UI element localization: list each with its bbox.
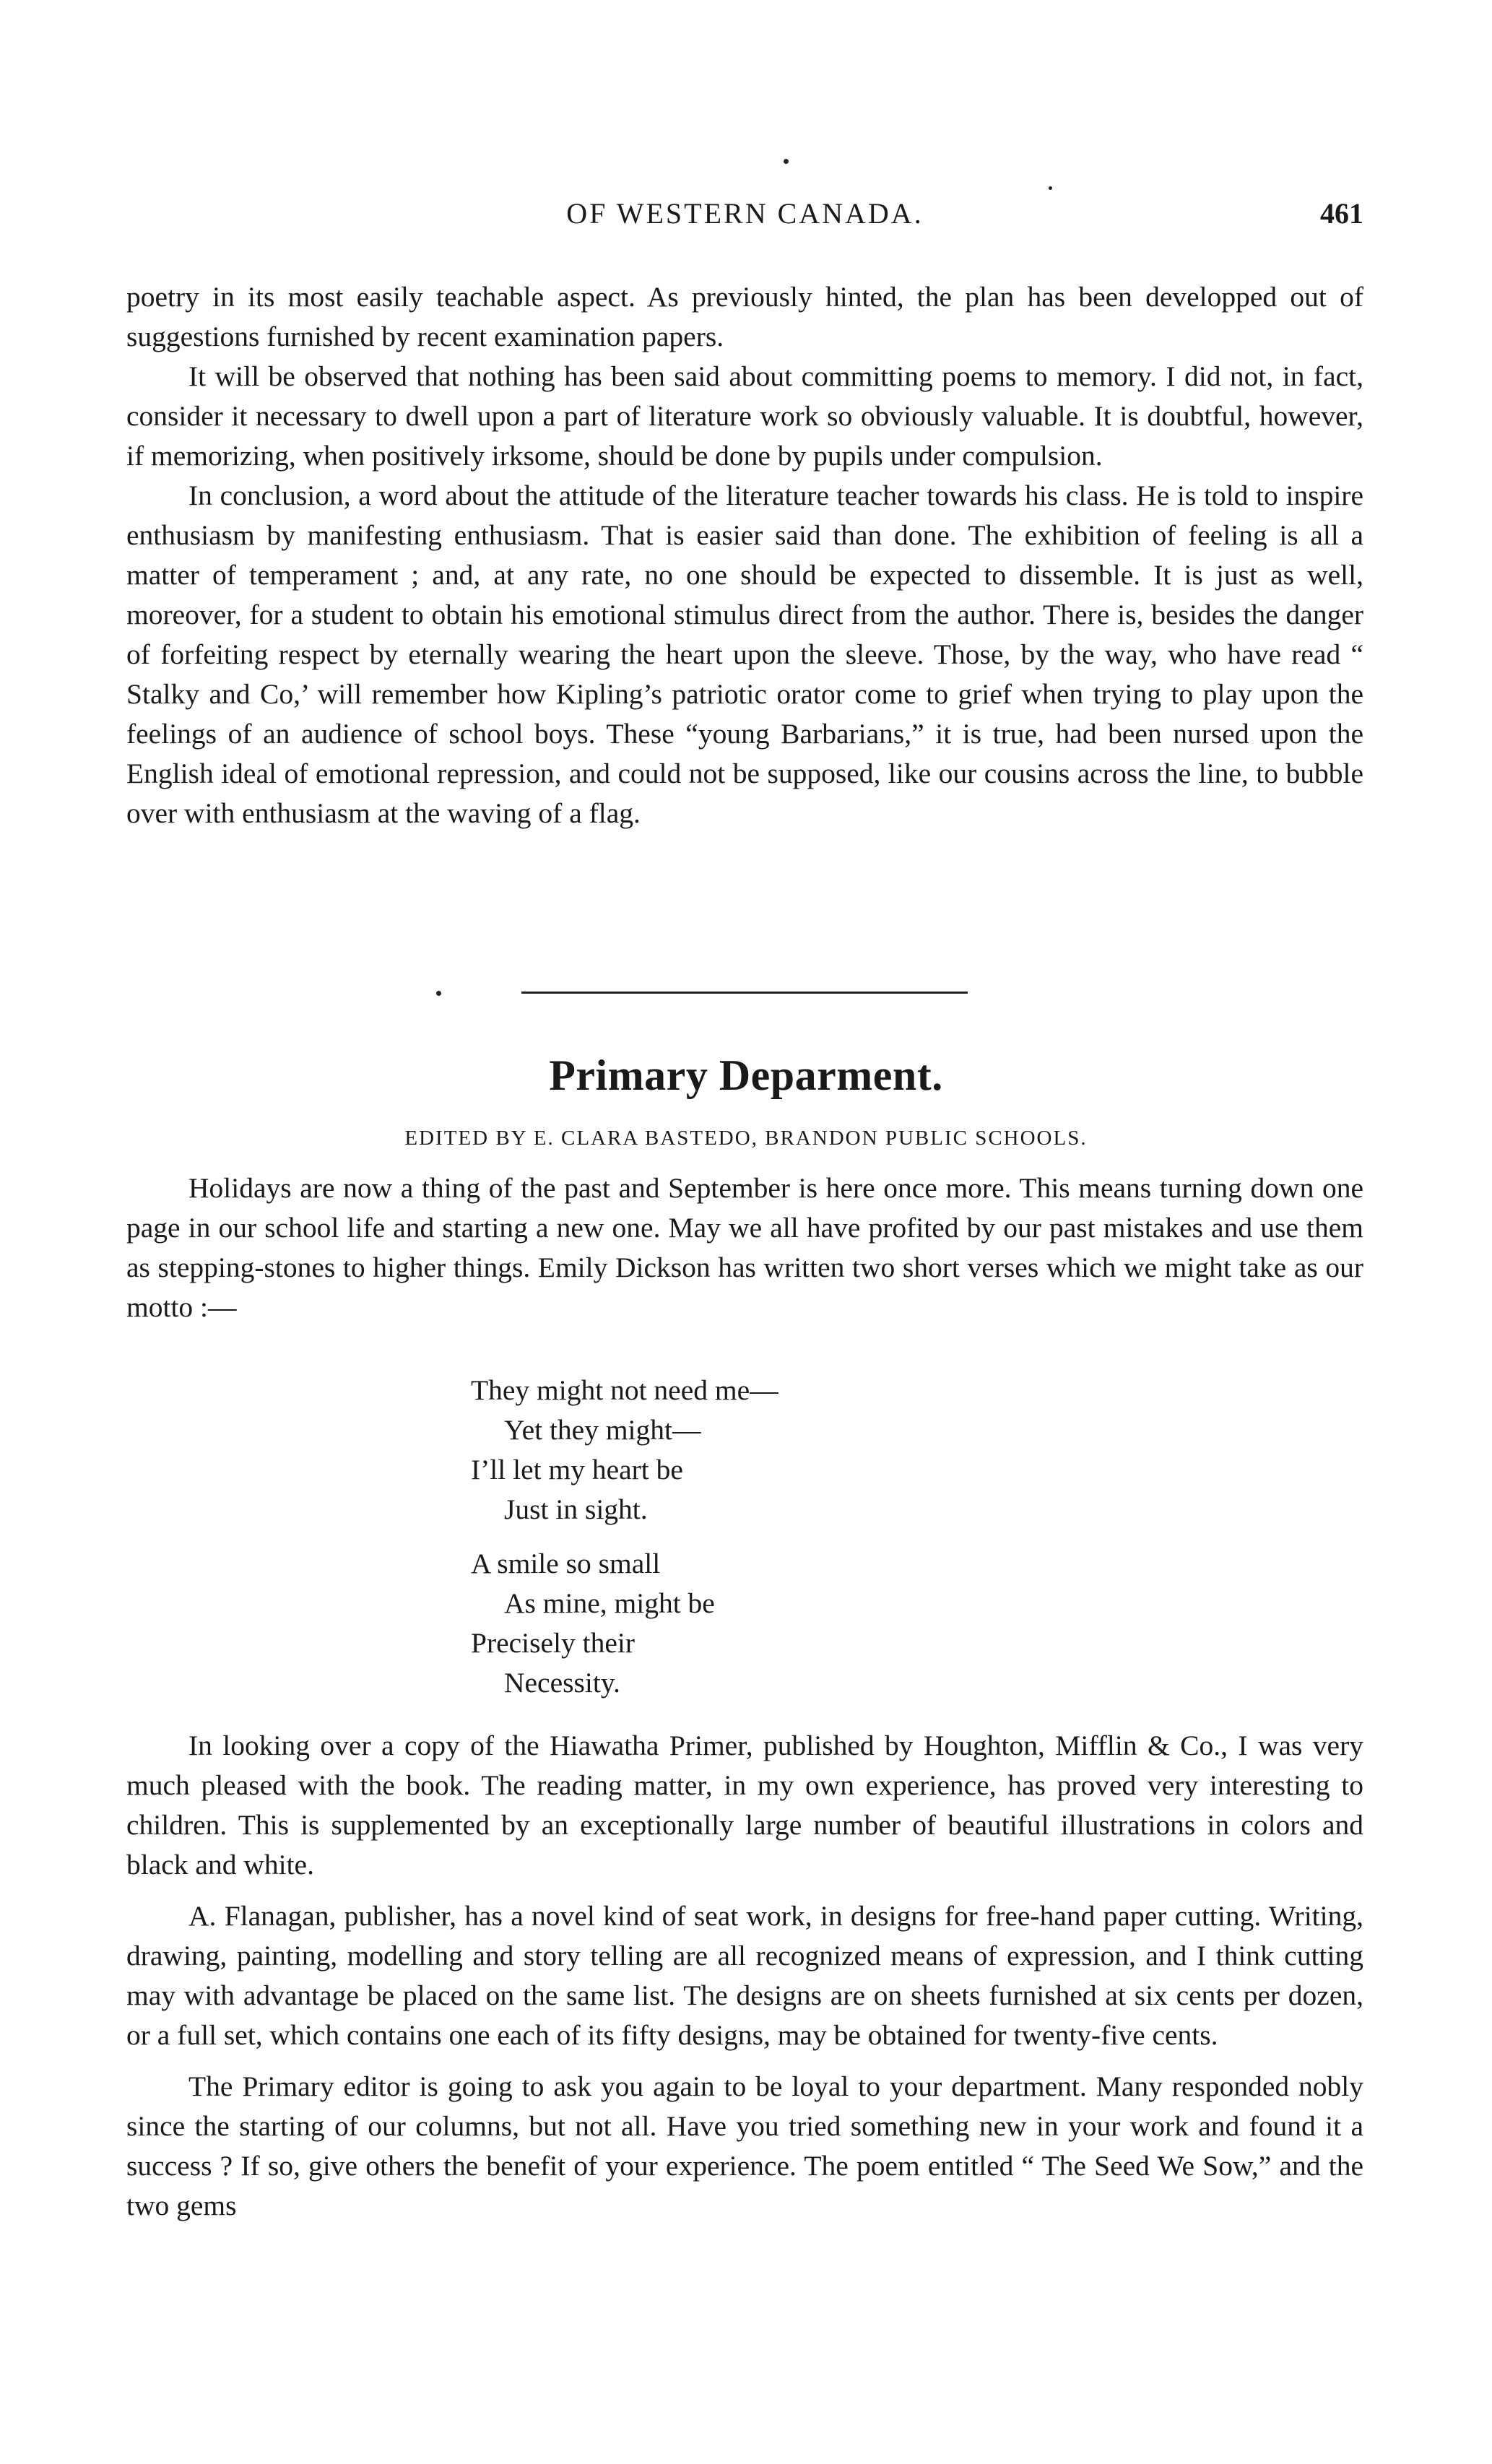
paragraph: In conclusion, a word about the attitude of the literature teacher towards his class. He is told to inspire enthusiasm by manifesting enthusiasm. That is easier said than done. The exhibition of feeling is all a matter of temperament ; and, at any rate, no one should be expected to dissemble. It is just as well, moreover, for a student to obtain his emotional stimulus direct from the author. There is, besides the danger of forfeiting respect by eternally wearing the heart upon the sleeve. Those, by the way, who have read “ Stalky and Co,’ will remember how Kipling’s patriotic orator come to grief when trying to play upon the feelings of an audience of school boys. These “young Barbarians,” it is true, had been nursed upon the English ideal of emotional repression, and could not be supposed, like our cousins across the line, to bubble over with enthusiasm at the waving of a flag. [126,480,1363,829]
poem [471,1371,976,1717]
poem-line: A smile so small [471,1548,661,1579]
running-head: OF WESTERN CANADA. [566,197,924,230]
poem-line: Yet they might— [504,1414,701,1446]
closing-text-block [126,1726,1363,2237]
paragraph: The Primary editor is going to ask you again to be loyal to your department. Many responded nobly since the starting of our columns, but not all. Have you tried something new in your work and found it a success ? If so, give others the benefit of your experience. The poem entitled “ The Seed We Sow,” and the two gems [126,2070,1363,2221]
section-title: Primary Deparment. [549,1051,943,1099]
page-number: 461 [1320,197,1363,230]
paragraph: In looking over a copy of the Hiawatha Primer, published by Houghton, Mifflin & Co., I was very much pleased with the book. The reading matter, in my own experience, has proved very interesting to children. This is supplemented by an exceptionally large number of beautiful illustrations in colors and black and white. [126,1730,1363,1880]
poem-stanza [471,1544,976,1703]
ink-speck [1049,186,1052,190]
poem-line: Necessity. [504,1667,620,1699]
paragraph: A. Flanagan, publisher, has a novel kind of seat work, in designs for free-hand paper cutting. Writing, drawing, painting, modelling and story telling are all recognized means of expression, and I think cutting may with advantage be placed on the same list. The designs are on sheets furnished at six cents per dozen, or a full set, which contains one each of its fifty designs, may be obtained for twenty-five cents. [126,1900,1363,2051]
paragraph: Holidays are now a thing of the past and September is here once more. This means turning down one page in our school life and starting a new one. May we all have profited by our past mistakes and use them as stepping-stones to higher things. Emily Dickson has written two short verses which we might take as our motto :— [126,1172,1363,1323]
page-header [126,196,1363,243]
ink-speck [784,159,789,164]
poem-line: As mine, might be [504,1587,715,1619]
poem-line: They might not need me— [471,1374,778,1406]
paragraph: It will be observed that nothing has been said about committing poems to memory. I did not, in fact, consider it necessary to dwell upon a part of literature work so obviously valuable. It is doubtful, however, if memorizing, when positively irksome, should be done by pupils under compulsion. [126,360,1363,472]
poem-line: Precisely their [471,1627,636,1659]
poem-line: I’ll let my heart be [471,1454,683,1485]
intro-text-block [126,277,1363,833]
ink-speck [436,991,441,996]
poem-line: Just in sight. [504,1493,648,1525]
paragraph: poetry in its most easily teachable aspect. As previously hinted, the plan has been developped out of suggestions furnished by recent examination papers. [126,281,1363,352]
section-divider [521,992,968,994]
section-intro-block [126,1168,1363,1327]
poem-stanza [471,1371,976,1530]
section-byline: EDITED BY E. CLARA BASTEDO, BRANDON PUBLIC SCHOOLS. [404,1127,1088,1150]
